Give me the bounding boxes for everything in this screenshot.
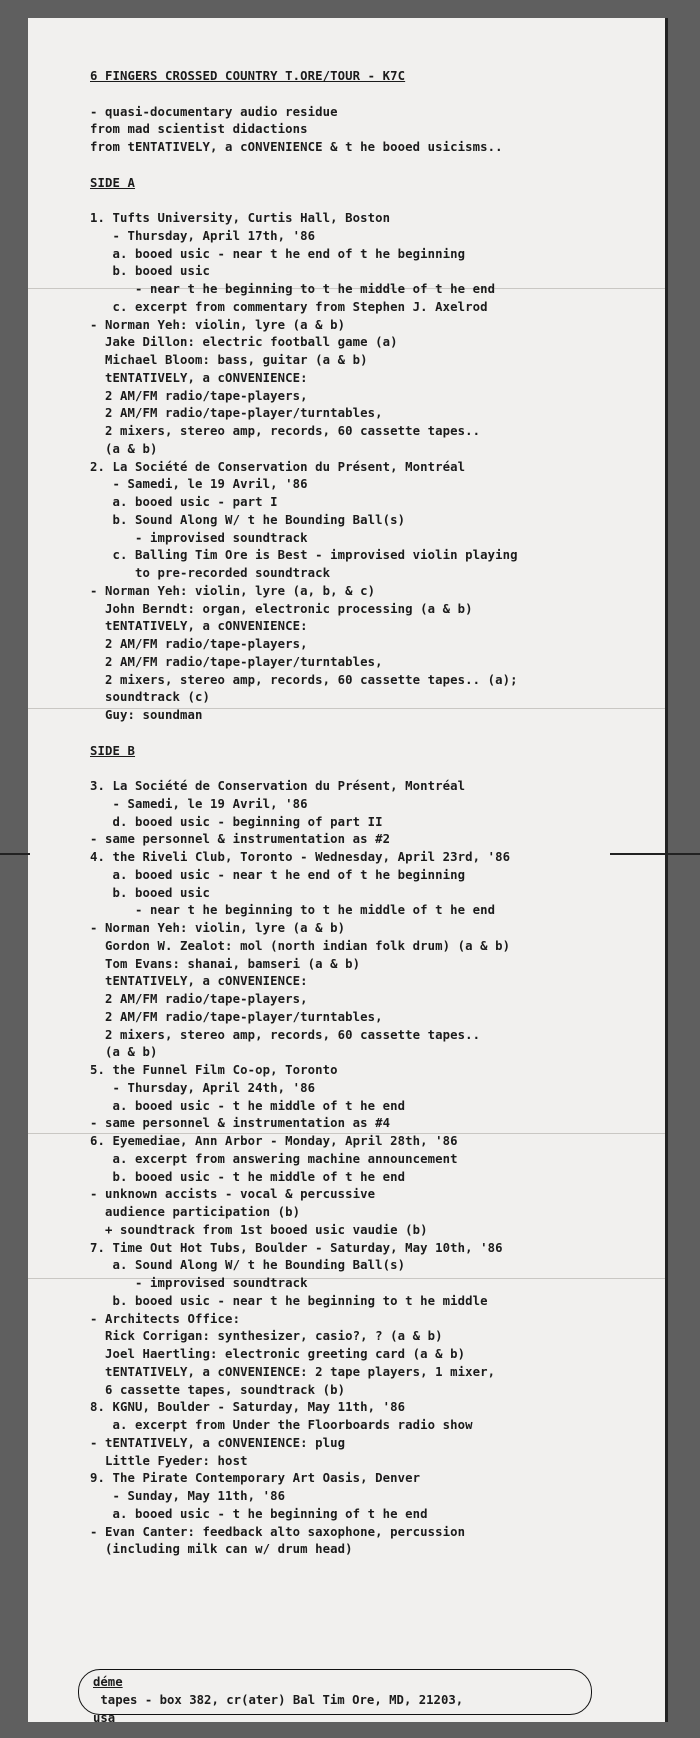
track-line: 2 mixers, stereo amp, records, 60 cassette tapes.. (a); bbox=[90, 672, 518, 687]
track-line: b. booed usic bbox=[90, 885, 211, 900]
track-line: 8. KGNU, Boulder - Saturday, May 11th, '86 bbox=[90, 1400, 406, 1415]
track-line: 1. Tufts University, Curtis Hall, Boston bbox=[90, 211, 391, 225]
track-line: - unknown accists - vocal & percussive bbox=[90, 1187, 376, 1202]
address-country: usa bbox=[93, 1710, 116, 1722]
track-line: (a & b) bbox=[90, 441, 158, 456]
track-line: - Architects Office: bbox=[90, 1311, 241, 1326]
track-line: - improvised soundtrack bbox=[90, 1276, 308, 1290]
track-line: a. Sound Along W/ t he Bounding Ball(s) bbox=[90, 1258, 406, 1273]
tracklist-content bbox=[90, 68, 662, 1559]
track-line: - Norman Yeh: violin, lyre (a, b, & c) bbox=[90, 583, 376, 598]
track-line: - same personnel & instrumentation as #2 bbox=[90, 832, 391, 847]
document-title: 6 FINGERS CROSSED COUNTRY T.ORE/TOUR - K7C bbox=[90, 69, 406, 83]
track-line: Guy: soundman bbox=[90, 708, 203, 722]
track-line: b. booed usic - t he middle of t he end bbox=[90, 1169, 406, 1184]
track-line: - Thursday, April 17th, '86 bbox=[90, 228, 316, 243]
track-line: a. booed usic - t he middle of t he end bbox=[90, 1098, 406, 1113]
track-line: 9. The Pirate Contemporary Art Oasis, Denver bbox=[90, 1471, 421, 1486]
track-line: - tENTATIVELY, a cONVENIENCE: plug bbox=[90, 1435, 346, 1450]
track-line: tENTATIVELY, a cONVENIENCE: bbox=[90, 974, 308, 989]
track-line: tENTATIVELY, a cONVENIENCE: bbox=[90, 619, 308, 634]
track-line: 2 AM/FM radio/tape-player/turntables, bbox=[90, 654, 383, 669]
track-line: - Thursday, April 24th, '86 bbox=[90, 1080, 316, 1095]
track-line: - near t he beginning to t he middle of t he end bbox=[90, 282, 496, 296]
track-line: Tom Evans: shanai, bamseri (a & b) bbox=[90, 956, 361, 971]
track-line: Gordon W. Zealot: mol (north indian folk drum) (a & b) bbox=[90, 938, 511, 953]
track-line: 2 AM/FM radio/tape-player/turntables, bbox=[90, 1009, 383, 1024]
track-line: 4. the Riveli Club, Toronto - Wednesday, April 23rd, '86 bbox=[90, 850, 511, 864]
track-line: Rick Corrigan: synthesizer, casio?, ? (a & b) bbox=[90, 1329, 443, 1344]
track-line: 2 AM/FM radio/tape-players, bbox=[90, 388, 308, 403]
side-b-heading: SIDE B bbox=[90, 743, 136, 758]
side-b-list bbox=[90, 778, 662, 1559]
intro-block bbox=[90, 104, 662, 157]
label-name: déme bbox=[93, 1675, 123, 1689]
intro-line: from tENTATIVELY, a cONVENIENCE & t he booed usicisms.. bbox=[90, 140, 503, 154]
track-line: 2 mixers, stereo amp, records, 60 cassette tapes.. bbox=[90, 424, 481, 438]
track-line: - same personnel & instrumentation as #4 bbox=[90, 1116, 391, 1131]
track-line: a. excerpt from Under the Floorboards radio show bbox=[90, 1418, 473, 1432]
side-a-list bbox=[90, 210, 662, 725]
contact-address-box bbox=[78, 1669, 592, 1722]
track-line: 6. Eyemediae, Ann Arbor - Monday, April 28th, '86 bbox=[90, 1134, 458, 1148]
track-line: 5. the Funnel Film Co-op, Toronto bbox=[90, 1063, 338, 1077]
track-line: d. booed usic - beginning of part II bbox=[90, 814, 383, 829]
track-line: 2 AM/FM radio/tape-players, bbox=[90, 992, 308, 1006]
track-line: c. Balling Tim Ore is Best - improvised violin playing bbox=[90, 548, 518, 563]
track-line: 2 mixers, stereo amp, records, 60 cassette tapes.. bbox=[90, 1027, 481, 1042]
track-line: - Sunday, May 11th, '86 bbox=[90, 1489, 286, 1503]
track-line: a. booed usic - near t he end of t he beginning bbox=[90, 867, 466, 882]
track-line: 2. La Société de Conservation du Présent, Montréal bbox=[90, 459, 466, 474]
track-line: Michael Bloom: bass, guitar (a & b) bbox=[90, 353, 368, 367]
track-line: b. booed usic bbox=[90, 264, 211, 279]
track-line: to pre-recorded soundtrack bbox=[90, 566, 331, 580]
track-line: (including milk can w/ drum head) bbox=[90, 1542, 353, 1557]
address-line: tapes - box 382, cr(ater) Bal Tim Ore, MD, 21203, bbox=[93, 1692, 464, 1707]
fold-mark-right bbox=[610, 853, 700, 855]
track-line: tENTATIVELY, a cONVENIENCE: bbox=[90, 370, 308, 385]
track-line: 2 AM/FM radio/tape-players, bbox=[90, 637, 308, 651]
track-line: tENTATIVELY, a cONVENIENCE: 2 tape players, 1 mixer, bbox=[90, 1364, 496, 1379]
track-line: a. booed usic - part I bbox=[90, 495, 278, 509]
track-line: 3. La Société de Conservation du Présent, Montréal bbox=[90, 779, 466, 793]
intro-line: - quasi-documentary audio residue bbox=[90, 104, 338, 119]
track-line: + soundtrack from 1st booed usic vaudie (b) bbox=[90, 1222, 428, 1237]
track-line: 2 AM/FM radio/tape-player/turntables, bbox=[90, 406, 383, 421]
fold-mark-left bbox=[0, 853, 30, 855]
track-line: Jake Dillon: electric football game (a) bbox=[90, 335, 398, 350]
track-line: 6 cassette tapes, soundtrack (b) bbox=[90, 1382, 346, 1397]
track-line: a. booed usic - near t he end of t he beginning bbox=[90, 246, 466, 261]
cassette-insert-paper bbox=[28, 18, 668, 1722]
track-line: c. excerpt from commentary from Stephen J. Axelrod bbox=[90, 299, 488, 314]
track-line: John Berndt: organ, electronic processing (a & b) bbox=[90, 601, 473, 616]
track-line: - Norman Yeh: violin, lyre (a & b) bbox=[90, 317, 346, 332]
side-a-heading: SIDE A bbox=[90, 175, 136, 190]
track-line: Little Fyeder: host bbox=[90, 1453, 248, 1468]
track-line: b. booed usic - near t he beginning to t he middle bbox=[90, 1293, 488, 1308]
track-line: - Samedi, le 19 Avril, '86 bbox=[90, 477, 308, 492]
intro-line: from mad scientist didactions bbox=[90, 122, 308, 137]
track-line: soundtrack (c) bbox=[90, 690, 211, 705]
track-line: - near t he beginning to t he middle of t he end bbox=[90, 903, 496, 918]
track-line: a. excerpt from answering machine announcement bbox=[90, 1151, 458, 1166]
track-line: audience participation (b) bbox=[90, 1205, 301, 1219]
track-line: 7. Time Out Hot Tubs, Boulder - Saturday, May 10th, '86 bbox=[90, 1240, 503, 1255]
track-line: a. booed usic - t he beginning of t he end bbox=[90, 1506, 428, 1521]
track-line: - Samedi, le 19 Avril, '86 bbox=[90, 796, 308, 811]
track-line: - Norman Yeh: violin, lyre (a & b) bbox=[90, 921, 346, 935]
track-line: - improvised soundtrack bbox=[90, 530, 308, 545]
track-line: b. Sound Along W/ t he Bounding Ball(s) bbox=[90, 512, 406, 527]
track-line: Joel Haertling: electronic greeting card (a & b) bbox=[90, 1347, 466, 1361]
track-line: - Evan Canter: feedback alto saxophone, percussion bbox=[90, 1524, 466, 1539]
track-line: (a & b) bbox=[90, 1045, 158, 1060]
